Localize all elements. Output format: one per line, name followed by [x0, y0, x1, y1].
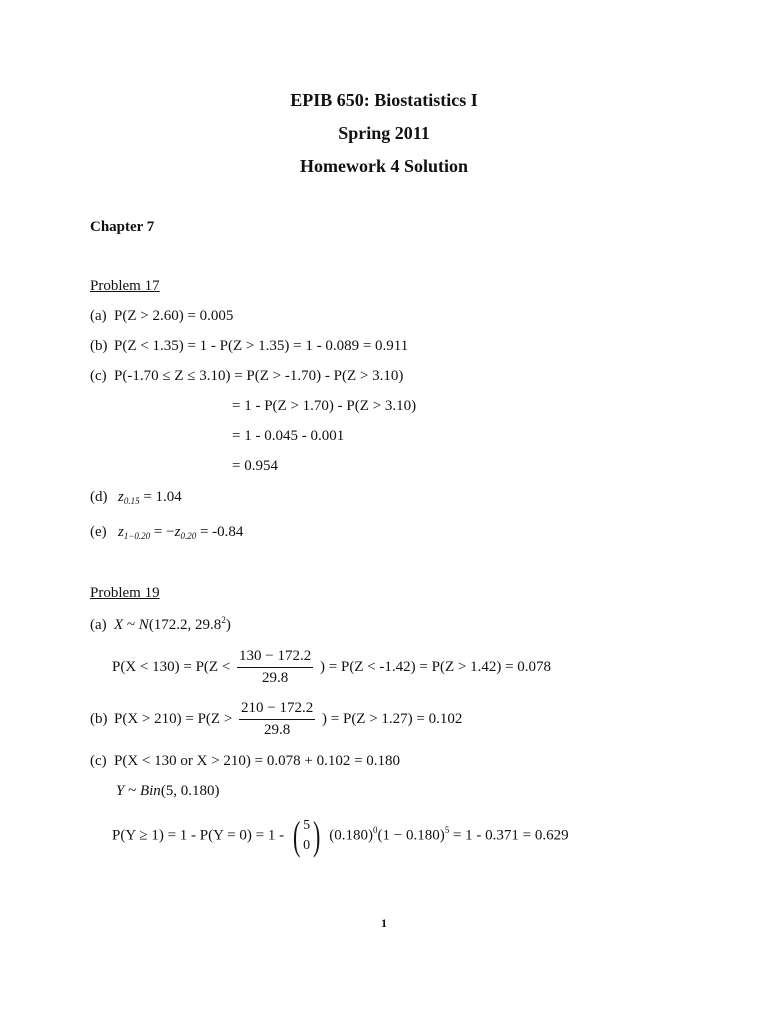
p19-a-var: X	[114, 617, 124, 633]
p19-c-distribution	[116, 783, 220, 800]
p19-b-denominator: 29.8	[264, 722, 291, 738]
p19-a-distribution	[114, 617, 231, 634]
p19-a-args: (172.2, 29.8	[148, 617, 222, 633]
p17-e-z: z	[118, 524, 124, 540]
p19-b-probability	[114, 700, 462, 739]
p17-d-label: (d)	[90, 489, 108, 505]
p19-a-normal: N	[138, 617, 149, 633]
document-title: Homework 4 Solution	[299, 156, 468, 176]
binomial-top: 5	[303, 818, 311, 833]
problem-19-heading: Problem 19	[90, 585, 160, 601]
p17-e-label: (e)	[90, 524, 107, 540]
p17-d-val: = 1.04	[143, 489, 182, 505]
p17-a-label: (a)	[90, 308, 107, 324]
chapter-heading: Chapter 7	[90, 219, 155, 235]
p19-a-numerator: 130 − 172.2	[237, 648, 313, 668]
p19-b-fraction	[239, 700, 315, 739]
binomial-coefficient: ( 5 0 )	[292, 813, 321, 858]
p19-b-numerator: 210 − 172.2	[239, 700, 315, 720]
p17-d-sub: 0.15	[123, 496, 140, 506]
p19-c-term-2: (1 − 0.180)	[377, 827, 445, 844]
p19-c-probability	[112, 813, 569, 858]
p19-c-right: = 1 - 0.371 = 0.629	[452, 827, 569, 844]
p17-d-answer	[118, 489, 182, 506]
p19-c-label: (c)	[90, 753, 107, 769]
p19-a-right: ) = P(Z < -1.42) = P(Z > 1.42) = 0.078	[320, 658, 552, 675]
p19-a-probability	[112, 648, 551, 687]
p19-b-right: ) = P(Z > 1.27) = 0.102	[322, 710, 463, 727]
p17-c-label: (c)	[90, 368, 107, 384]
p19-a-denominator: 29.8	[262, 670, 289, 686]
p19-c-bin: Bin	[139, 783, 161, 799]
course-title: EPIB 650: Biostatistics I	[290, 90, 478, 110]
p17-c-line-4: = 0.954	[232, 458, 278, 474]
p17-d-z: z	[118, 489, 124, 505]
p17-e-z2: z	[174, 524, 181, 540]
p19-a-label: (a)	[90, 617, 107, 633]
p19-a-tilde: ~	[123, 617, 139, 633]
p19-c-sup-2: 5	[444, 825, 450, 836]
p17-b-answer: P(Z < 1.35) = 1 - P(Z > 1.35) = 1 - 0.089 = 0.911	[114, 338, 409, 354]
p17-b-label: (b)	[90, 338, 108, 354]
p19-c-tilde: ~	[124, 783, 140, 799]
p19-c-sup-1: 0	[372, 825, 378, 836]
problem-17-heading: Problem 17	[90, 278, 160, 294]
p19-a-sup: 2	[221, 615, 226, 625]
p19-a-close: )	[225, 617, 231, 633]
binomial-bottom: 0	[303, 838, 311, 853]
p17-e-mid: = −	[153, 524, 175, 540]
term-title: Spring 2011	[338, 123, 430, 143]
p19-c-var: Y	[116, 783, 125, 799]
p17-c-line-1: P(-1.70 ≤ Z ≤ 3.10) = P(Z > -1.70) - P(Z > 3.10)	[114, 368, 404, 384]
p19-b-label: (b)	[90, 711, 108, 727]
p19-c-line-1: P(X < 130 or X > 210) = 0.078 + 0.102 = 0.180	[114, 753, 401, 769]
p17-a-answer: P(Z > 2.60) = 0.005	[114, 308, 234, 324]
p17-e-answer	[118, 524, 243, 541]
p19-a-left: P(X < 130) = P(Z <	[112, 658, 231, 675]
p17-e-val: = -0.84	[199, 524, 244, 540]
p17-c-line-2: = 1 - P(Z > 1.70) - P(Z > 3.10)	[232, 398, 417, 414]
p19-c-left: P(Y ≥ 1) = 1 - P(Y = 0) = 1 -	[112, 827, 285, 844]
p17-e-sub2: 0.20	[180, 531, 197, 541]
p19-b-left: P(X > 210) = P(Z >	[114, 710, 233, 727]
p19-c-args: (5, 0.180)	[160, 783, 220, 799]
p17-e-sub: 1−0.20	[123, 531, 151, 541]
p19-c-term-1: (0.180)	[329, 827, 373, 844]
page-number: 1	[381, 916, 387, 930]
p17-c-line-3: = 1 - 0.045 - 0.001	[232, 428, 345, 444]
p19-a-fraction	[237, 648, 313, 687]
